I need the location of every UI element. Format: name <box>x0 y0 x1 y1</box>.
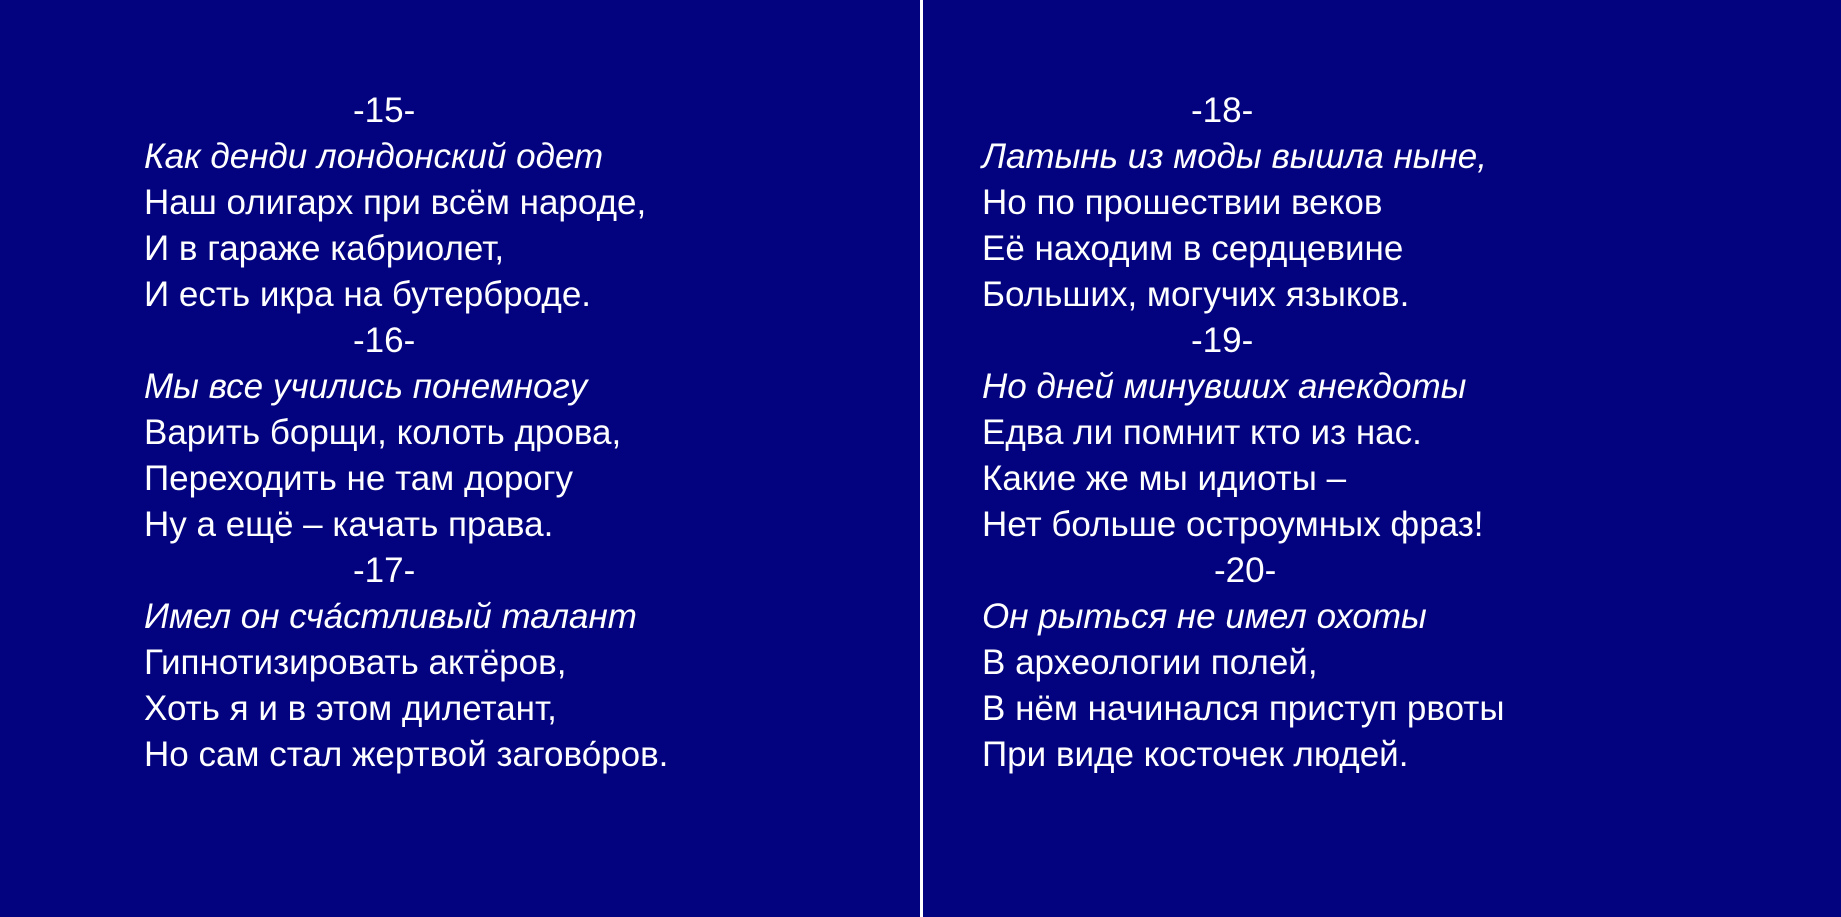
stanza-number: -18- <box>1191 91 1254 130</box>
column-divider <box>920 0 923 917</box>
verse-line: Но дней минувших анекдоты <box>982 367 1467 406</box>
stanza-18 <box>982 88 1762 318</box>
verse-line: Ну а ещё – качать права. <box>144 505 554 544</box>
verse-line: При виде косточек людей. <box>982 735 1409 774</box>
stanza-number: -17- <box>353 551 416 590</box>
right-column <box>982 88 1762 778</box>
verse-line: Нет больше остроумных фраз! <box>982 505 1484 544</box>
verse-line: Её находим в сердцевине <box>982 229 1404 268</box>
stanza-20 <box>982 548 1762 778</box>
verse-line: И есть икра на бутерброде. <box>144 275 592 314</box>
verse-line: Латынь из моды вышла ныне, <box>982 137 1487 176</box>
stanza-number: -19- <box>1191 321 1254 360</box>
verse-line: Как денди лондонский одет <box>144 137 604 176</box>
verse-line: Едва ли помнит кто из нас. <box>982 413 1422 452</box>
verse-line: Но сам стал жертвой загово́ров. <box>144 735 669 774</box>
verse-line: Варить борщи, колоть дрова, <box>144 413 622 452</box>
verse-line: Хоть я и в этом дилетант, <box>144 689 557 728</box>
verse-line: В археологии полей, <box>982 643 1318 682</box>
verse-line: Но по прошествии веков <box>982 183 1383 222</box>
verse-line: Гипнотизировать актёров, <box>144 643 567 682</box>
verse-line: Мы все учились понемногу <box>144 367 588 406</box>
stanza-number: -16- <box>353 321 416 360</box>
left-column <box>144 88 904 778</box>
verse-line: Больших, могучих языков. <box>982 275 1410 314</box>
verse-line: И в гараже кабриолет, <box>144 229 505 268</box>
stanza-16 <box>144 318 904 548</box>
verse-line: Какие же мы идиоты – <box>982 459 1347 498</box>
verse-line: Имел он сча́стливый талант <box>144 597 637 636</box>
verse-line: Он рыться не имел охоты <box>982 597 1427 636</box>
stanza-19 <box>982 318 1762 548</box>
verse-line: Переходить не там дорогу <box>144 459 574 498</box>
stanza-number: -20- <box>1214 551 1277 590</box>
verse-line: В нём начинался приступ рвоты <box>982 689 1505 728</box>
stanza-number: -15- <box>353 91 416 130</box>
stanza-15 <box>144 88 904 318</box>
verse-line: Наш олигарх при всём народе, <box>144 183 647 222</box>
stanza-17 <box>144 548 904 778</box>
